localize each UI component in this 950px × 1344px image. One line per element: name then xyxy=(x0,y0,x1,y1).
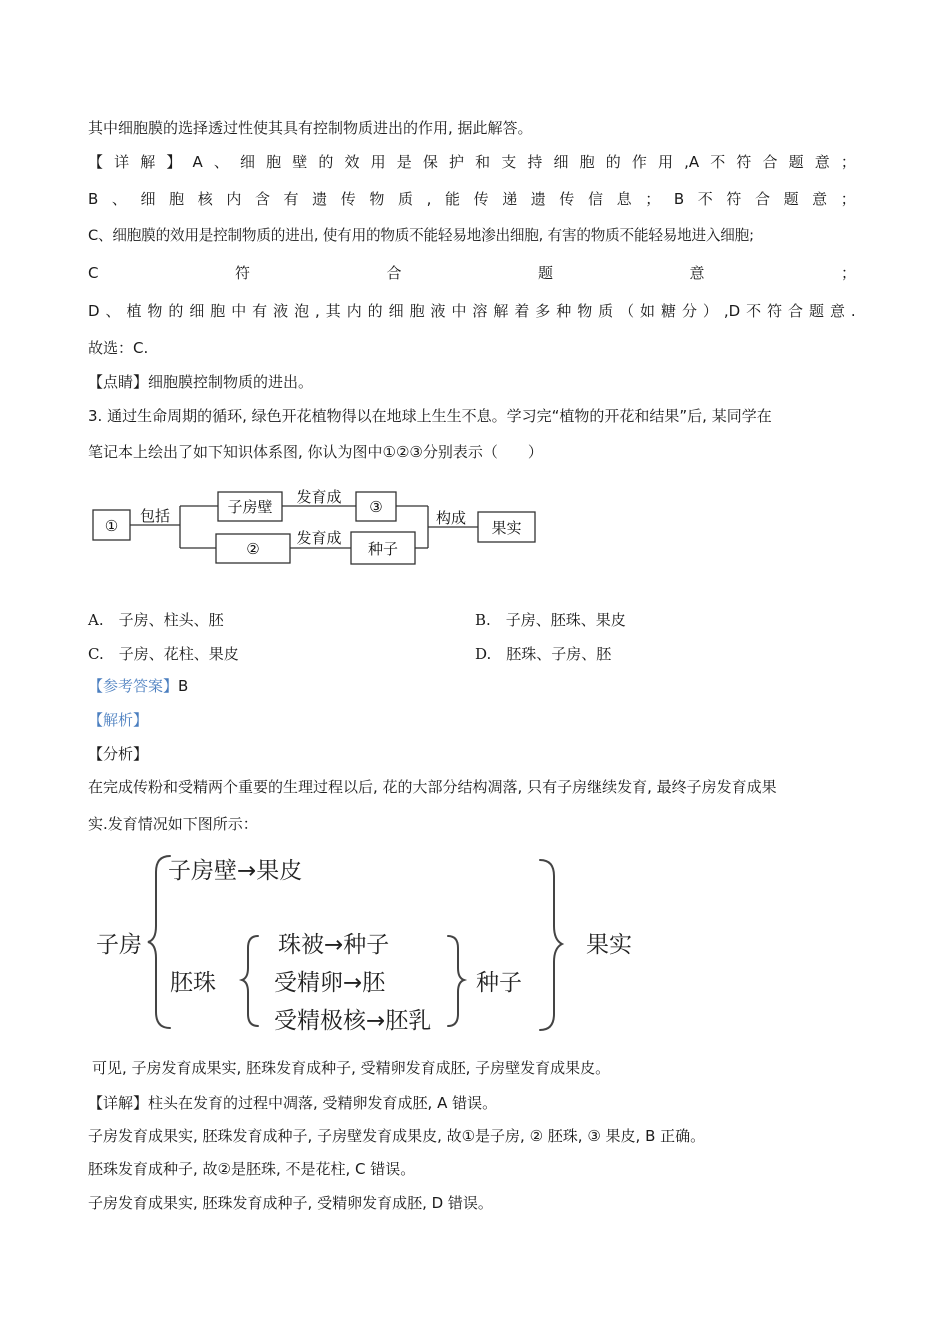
glyph: 【 xyxy=(88,153,104,171)
glyph: , xyxy=(315,302,320,320)
ovule-label: 胚珠 xyxy=(170,970,216,996)
glyph: D xyxy=(88,302,100,320)
glyph: 用 xyxy=(658,153,674,171)
analysis-paragraph-1: 在完成传粉和受精两个重要的生理过程以后, 花的大部分结构凋落, 只有子房继续发育, 最终子房发育成果 xyxy=(88,778,777,796)
development-diagram xyxy=(88,848,648,1038)
seed-label: 种子 xyxy=(367,540,399,558)
analysis-subtitle: 【分析】 xyxy=(88,745,149,763)
glyph: 液 xyxy=(430,302,446,320)
glyph: 内 xyxy=(346,302,362,320)
glyph: 持 xyxy=(527,153,543,171)
option-a: A. 子房、柱头、胚 xyxy=(88,611,224,629)
glyph: 意 xyxy=(689,264,705,282)
glyph: C xyxy=(88,264,99,282)
glyph: 意 xyxy=(829,302,845,320)
glyph: 传 xyxy=(473,190,489,208)
glyph: 、 xyxy=(213,153,229,171)
glyph: ； xyxy=(840,190,856,208)
glyph: 壁 xyxy=(292,153,308,171)
glyph: 中 xyxy=(231,302,247,320)
glyph: 递 xyxy=(502,190,518,208)
seed-label-2: 种子 xyxy=(476,970,522,996)
glyph: 分 xyxy=(681,302,697,320)
glyph: 胞 xyxy=(169,190,185,208)
glyph: 植 xyxy=(126,302,142,320)
develop-label-1: 发育成 xyxy=(296,488,342,506)
zygote-embryo-label: 受精卵→胚 xyxy=(274,970,386,996)
glyph: 遗 xyxy=(530,190,546,208)
polar-endosperm-label: 受精极核→胚乳 xyxy=(274,1008,432,1034)
glyph: 详 xyxy=(114,153,130,171)
glyph: 胞 xyxy=(210,302,226,320)
glyph: 其 xyxy=(325,302,341,320)
glyph: 质 xyxy=(397,190,413,208)
question-3-line-2: 笔记本上绘出了如下知识体系图, 你认为图中①②③分别表示（ ） xyxy=(88,443,543,461)
option-d: D. 胚珠、子房、胚 xyxy=(475,645,612,663)
glyph: 种 xyxy=(556,302,572,320)
glyph: 信 xyxy=(588,190,604,208)
detail-line-d xyxy=(88,301,856,321)
glyph: 含 xyxy=(254,190,270,208)
explain-line-1: 可见, 子房发育成果实, 胚珠发育成种子, 受精卵发育成胚, 子房壁发育成果皮。 xyxy=(92,1059,611,1077)
glyph: 传 xyxy=(340,190,356,208)
glyph: 合 xyxy=(762,153,778,171)
tip-line: 【点睛】细胞膜控制物质的进出。 xyxy=(88,373,314,391)
box-1-label: ① xyxy=(104,517,119,535)
glyph: 胞 xyxy=(579,153,595,171)
glyph: 内 xyxy=(226,190,242,208)
glyph: 的 xyxy=(367,302,383,320)
detail-line-c1: C、细胞膜的效用是控制物质的进出, 使有用的物质不能轻易地渗出细胞, 有害的物质不能轻易地进入细胞; xyxy=(88,227,754,244)
glyph: 细 xyxy=(189,302,205,320)
glyph: 细 xyxy=(240,153,256,171)
glyph: 题 xyxy=(783,190,799,208)
glyph: 泡 xyxy=(294,302,310,320)
glyph: 传 xyxy=(559,190,575,208)
explain-line-3: 子房发育成果实, 胚珠发育成种子, 子房壁发育成果皮, 故①是子房, ② 胚珠, ③ 果皮, B 正确。 xyxy=(88,1127,706,1145)
glyph: 的 xyxy=(318,153,334,171)
detail-line-c2 xyxy=(88,263,856,283)
glyph: 液 xyxy=(273,302,289,320)
box-2-label: ② xyxy=(246,540,260,558)
glyph: 物 xyxy=(577,302,593,320)
glyph: 是 xyxy=(396,153,412,171)
glyph: 符 xyxy=(234,264,250,282)
choose-line: 故选：C. xyxy=(88,339,149,357)
glyph: 不 xyxy=(746,302,762,320)
glyph: 溶 xyxy=(472,302,488,320)
glyph: 支 xyxy=(501,153,517,171)
glyph: 的 xyxy=(168,302,184,320)
glyph: 中 xyxy=(451,302,467,320)
reference-answer-value: B xyxy=(178,677,189,695)
glyph: 意 xyxy=(812,190,828,208)
glyph: 着 xyxy=(514,302,530,320)
glyph: ； xyxy=(840,153,856,171)
integument-seed-label: 珠被→种子 xyxy=(278,932,390,958)
ovary-wall-peel-label: 子房壁→果皮 xyxy=(168,858,303,884)
glyph: 解 xyxy=(140,153,156,171)
glyph: 遗 xyxy=(312,190,328,208)
glyph: A xyxy=(192,153,203,171)
glyph: 有 xyxy=(283,190,299,208)
glyph: 有 xyxy=(252,302,268,320)
detail-line-b xyxy=(88,189,856,209)
glyph: ） xyxy=(702,302,718,320)
glyph: 糖 xyxy=(661,302,677,320)
explain-line-5: 子房发育成果实, 胚珠发育成种子, 受精卵发育成胚, D 错误。 xyxy=(88,1194,493,1212)
left-brace xyxy=(148,856,170,1028)
glyph: 不 xyxy=(710,153,726,171)
glyph: 不 xyxy=(697,190,713,208)
glyph: 合 xyxy=(754,190,770,208)
glyph: 解 xyxy=(493,302,509,320)
glyph: 合 xyxy=(386,264,402,282)
glyph: 息 xyxy=(616,190,632,208)
option-c: C. 子房、花柱、果皮 xyxy=(88,645,239,663)
knowledge-diagram xyxy=(88,484,548,576)
glyph: 作 xyxy=(631,153,647,171)
glyph: 用 xyxy=(370,153,386,171)
glyph: B xyxy=(88,190,99,208)
glyph: 意 xyxy=(814,153,830,171)
glyph: 、 xyxy=(105,302,121,320)
develop-label-2: 发育成 xyxy=(296,529,342,547)
glyph: 细 xyxy=(140,190,156,208)
reference-answer xyxy=(88,676,188,696)
reference-answer-label: 【参考答案】 xyxy=(88,677,179,695)
glyph: B xyxy=(673,190,685,208)
glyph: ,A xyxy=(684,153,700,171)
glyph: 细 xyxy=(388,302,404,320)
glyph: ,D xyxy=(723,302,741,320)
glyph: ； xyxy=(840,264,856,282)
glyph: 】 xyxy=(166,153,182,171)
fruit-label-2: 果实 xyxy=(586,932,632,958)
explain-line-4: 胚珠发育成种子, 故②是胚珠, 不是花柱, C 错误。 xyxy=(88,1160,416,1178)
glyph: 、 xyxy=(111,190,127,208)
glyph: 胞 xyxy=(409,302,425,320)
glyph: 能 xyxy=(444,190,460,208)
glyph: 胞 xyxy=(266,153,282,171)
analysis-title: 【解析】 xyxy=(88,711,149,729)
glyph: 和 xyxy=(475,153,491,171)
option-b: B. 子房、胚珠、果皮 xyxy=(475,611,626,629)
detail-line-a xyxy=(88,152,856,172)
glyph: 核 xyxy=(197,190,213,208)
include-label: 包括 xyxy=(139,507,171,525)
glyph: 符 xyxy=(767,302,783,320)
analysis-paragraph-2: 实.发育情况如下图所示： xyxy=(88,815,258,833)
inner-right-brace xyxy=(448,936,464,1026)
text-line-1: 其中细胞膜的选择透过性使其具有控制物质进出的作用, 据此解答。 xyxy=(88,119,533,137)
glyph: 符 xyxy=(736,153,752,171)
glyph: 题 xyxy=(808,302,824,320)
glyph: . xyxy=(850,302,856,320)
glyph: , xyxy=(426,190,432,208)
glyph: （ xyxy=(619,302,635,320)
right-brace xyxy=(540,860,562,1030)
glyph: 的 xyxy=(605,153,621,171)
box-3-label: ③ xyxy=(369,498,383,516)
glyph: 质 xyxy=(598,302,614,320)
glyph: 题 xyxy=(537,264,553,282)
glyph: 保 xyxy=(422,153,438,171)
ovary-label: 子房 xyxy=(96,932,142,958)
glyph: 护 xyxy=(449,153,465,171)
glyph: ； xyxy=(645,190,661,208)
glyph: 物 xyxy=(369,190,385,208)
inner-left-brace xyxy=(242,936,258,1026)
compose-label: 构成 xyxy=(435,509,467,527)
explain-line-2: 【详解】柱头在发育的过程中凋落, 受精卵发育成胚, A 错误。 xyxy=(88,1094,498,1112)
glyph: 效 xyxy=(344,153,360,171)
glyph: 合 xyxy=(788,302,804,320)
glyph: 题 xyxy=(788,153,804,171)
question-3-line-1: 3. 通过生命周期的循环, 绿色开花植物得以在地球上生生不息。学习完“植物的开花和结果”后, 某同学在 xyxy=(88,407,772,425)
fruit-label: 果实 xyxy=(491,519,522,537)
glyph: 如 xyxy=(640,302,656,320)
ovary-wall-label: 子房壁 xyxy=(227,498,273,516)
glyph: 细 xyxy=(553,153,569,171)
glyph: 多 xyxy=(535,302,551,320)
glyph: 物 xyxy=(147,302,163,320)
glyph: 符 xyxy=(726,190,742,208)
